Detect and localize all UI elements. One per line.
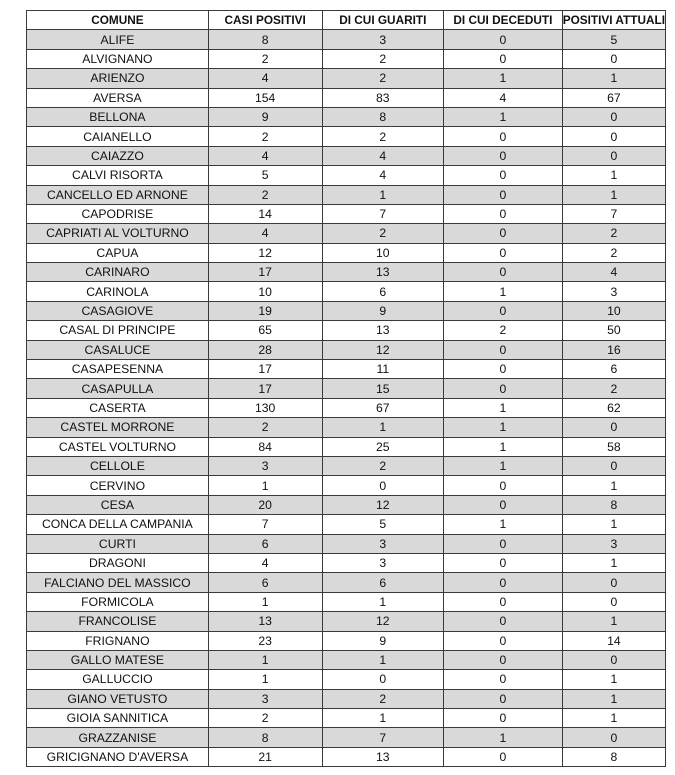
- cell-deceduti: 2: [444, 321, 563, 340]
- header-casi-positivi: CASI POSITIVI: [208, 11, 322, 30]
- cell-positivi-attuali: 10: [562, 301, 665, 320]
- table-row: [27, 728, 666, 747]
- cell-comune: FRIGNANO: [27, 631, 209, 650]
- cell-comune: ARIENZO: [27, 69, 209, 88]
- cell-casi-positivi: 17: [208, 360, 322, 379]
- cell-deceduti: 1: [444, 515, 563, 534]
- cell-casi-positivi: 1: [208, 592, 322, 611]
- cell-positivi-attuali: 1: [562, 166, 665, 185]
- cell-guariti: 12: [322, 612, 444, 631]
- cell-comune: CASTEL MORRONE: [27, 418, 209, 437]
- cell-comune: CASTEL VOLTURNO: [27, 437, 209, 456]
- cell-positivi-attuali: 4: [562, 263, 665, 282]
- cell-casi-positivi: 4: [208, 146, 322, 165]
- table-row: [27, 437, 666, 456]
- cell-positivi-attuali: 8: [562, 747, 665, 766]
- cell-comune: GRAZZANISE: [27, 728, 209, 747]
- cell-comune: FALCIANO DEL MASSICO: [27, 573, 209, 592]
- cell-casi-positivi: 3: [208, 689, 322, 708]
- cell-comune: CASERTA: [27, 398, 209, 417]
- cell-casi-positivi: 6: [208, 534, 322, 553]
- cell-positivi-attuali: 6: [562, 360, 665, 379]
- cell-guariti: 10: [322, 243, 444, 262]
- table-row: [27, 456, 666, 475]
- cell-deceduti: 4: [444, 88, 563, 107]
- cell-casi-positivi: 130: [208, 398, 322, 417]
- cell-deceduti: 0: [444, 379, 563, 398]
- cell-casi-positivi: 4: [208, 224, 322, 243]
- cell-comune: CASAPULLA: [27, 379, 209, 398]
- cell-positivi-attuali: 0: [562, 127, 665, 146]
- cell-guariti: 13: [322, 321, 444, 340]
- cell-comune: CALVI RISORTA: [27, 166, 209, 185]
- cell-casi-positivi: 84: [208, 437, 322, 456]
- table-row: [27, 553, 666, 572]
- table-row: [27, 476, 666, 495]
- cell-positivi-attuali: 3: [562, 282, 665, 301]
- covid-cases-table: [26, 10, 666, 767]
- cell-guariti: 1: [322, 418, 444, 437]
- cell-positivi-attuali: 5: [562, 30, 665, 49]
- cell-comune: CESA: [27, 495, 209, 514]
- cell-deceduti: 0: [444, 670, 563, 689]
- cell-deceduti: 0: [444, 553, 563, 572]
- cell-guariti: 0: [322, 476, 444, 495]
- cell-casi-positivi: 4: [208, 69, 322, 88]
- cell-guariti: 9: [322, 631, 444, 650]
- cell-casi-positivi: 154: [208, 88, 322, 107]
- cell-deceduti: 0: [444, 495, 563, 514]
- cell-guariti: 13: [322, 263, 444, 282]
- table-row: [27, 340, 666, 359]
- cell-deceduti: 0: [444, 592, 563, 611]
- cell-guariti: 12: [322, 495, 444, 514]
- cell-guariti: 2: [322, 69, 444, 88]
- header-di-cui-guariti: DI CUI GUARITI: [322, 11, 444, 30]
- cell-positivi-attuali: 2: [562, 224, 665, 243]
- table-row: [27, 127, 666, 146]
- cell-guariti: 8: [322, 107, 444, 126]
- cell-deceduti: 0: [444, 185, 563, 204]
- cell-deceduti: 0: [444, 263, 563, 282]
- cell-comune: GALLUCCIO: [27, 670, 209, 689]
- table-row: [27, 69, 666, 88]
- cell-positivi-attuali: 50: [562, 321, 665, 340]
- cell-deceduti: 0: [444, 30, 563, 49]
- cell-positivi-attuali: 0: [562, 592, 665, 611]
- cell-positivi-attuali: 1: [562, 553, 665, 572]
- cell-positivi-attuali: 16: [562, 340, 665, 359]
- cell-deceduti: 0: [444, 127, 563, 146]
- cell-guariti: 7: [322, 204, 444, 223]
- cell-comune: CONCA DELLA CAMPANIA: [27, 515, 209, 534]
- cell-guariti: 13: [322, 747, 444, 766]
- table-row: [27, 204, 666, 223]
- header-row: [27, 11, 666, 30]
- table-row: [27, 263, 666, 282]
- cell-casi-positivi: 6: [208, 573, 322, 592]
- table-body: [27, 30, 666, 767]
- cell-guariti: 6: [322, 573, 444, 592]
- cell-positivi-attuali: 0: [562, 456, 665, 475]
- cell-deceduti: 0: [444, 689, 563, 708]
- cell-deceduti: 1: [444, 728, 563, 747]
- cell-comune: CAIANELLO: [27, 127, 209, 146]
- table-row: [27, 709, 666, 728]
- cell-deceduti: 0: [444, 476, 563, 495]
- cell-positivi-attuali: 58: [562, 437, 665, 456]
- cell-comune: CASAPESENNA: [27, 360, 209, 379]
- cell-positivi-attuali: 1: [562, 612, 665, 631]
- cell-deceduti: 1: [444, 107, 563, 126]
- header-positivi-attuali: POSITIVI ATTUALI: [562, 11, 665, 30]
- cell-comune: GALLO MATESE: [27, 650, 209, 669]
- cell-positivi-attuali: 0: [562, 728, 665, 747]
- cell-guariti: 15: [322, 379, 444, 398]
- cell-deceduti: 0: [444, 146, 563, 165]
- table-row: [27, 573, 666, 592]
- cell-guariti: 1: [322, 650, 444, 669]
- cell-deceduti: 0: [444, 747, 563, 766]
- cell-comune: GIOIA SANNITICA: [27, 709, 209, 728]
- cell-casi-positivi: 2: [208, 127, 322, 146]
- cell-guariti: 4: [322, 166, 444, 185]
- cell-positivi-attuali: 0: [562, 107, 665, 126]
- cell-deceduti: 1: [444, 418, 563, 437]
- cell-positivi-attuali: 67: [562, 88, 665, 107]
- cell-casi-positivi: 2: [208, 49, 322, 68]
- cell-guariti: 25: [322, 437, 444, 456]
- table-row: [27, 49, 666, 68]
- cell-positivi-attuali: 1: [562, 476, 665, 495]
- cell-comune: CASALUCE: [27, 340, 209, 359]
- table-row: [27, 398, 666, 417]
- cell-guariti: 67: [322, 398, 444, 417]
- table-row: [27, 592, 666, 611]
- table-row: [27, 495, 666, 514]
- cell-comune: AVERSA: [27, 88, 209, 107]
- cell-guariti: 3: [322, 30, 444, 49]
- cell-positivi-attuali: 1: [562, 185, 665, 204]
- cell-casi-positivi: 2: [208, 185, 322, 204]
- cell-casi-positivi: 1: [208, 650, 322, 669]
- cell-casi-positivi: 28: [208, 340, 322, 359]
- cell-casi-positivi: 13: [208, 612, 322, 631]
- cell-comune: DRAGONI: [27, 553, 209, 572]
- cell-positivi-attuali: 1: [562, 69, 665, 88]
- cell-positivi-attuali: 2: [562, 379, 665, 398]
- cell-guariti: 4: [322, 146, 444, 165]
- cell-comune: CANCELLO ED ARNONE: [27, 185, 209, 204]
- cell-guariti: 1: [322, 709, 444, 728]
- table-row: [27, 612, 666, 631]
- cell-guariti: 2: [322, 49, 444, 68]
- cell-deceduti: 0: [444, 340, 563, 359]
- cell-guariti: 2: [322, 689, 444, 708]
- cell-comune: CARINARO: [27, 263, 209, 282]
- cell-deceduti: 0: [444, 631, 563, 650]
- cell-guariti: 3: [322, 534, 444, 553]
- cell-casi-positivi: 12: [208, 243, 322, 262]
- cell-casi-positivi: 8: [208, 728, 322, 747]
- cell-casi-positivi: 21: [208, 747, 322, 766]
- cell-positivi-attuali: 14: [562, 631, 665, 650]
- cell-casi-positivi: 5: [208, 166, 322, 185]
- cell-guariti: 9: [322, 301, 444, 320]
- table-row: [27, 243, 666, 262]
- cell-comune: CURTI: [27, 534, 209, 553]
- cell-guariti: 12: [322, 340, 444, 359]
- cell-positivi-attuali: 0: [562, 418, 665, 437]
- table-row: [27, 631, 666, 650]
- cell-guariti: 0: [322, 670, 444, 689]
- cell-guariti: 2: [322, 456, 444, 475]
- cell-comune: GRICIGNANO D'AVERSA: [27, 747, 209, 766]
- cell-casi-positivi: 8: [208, 30, 322, 49]
- cell-casi-positivi: 10: [208, 282, 322, 301]
- cell-casi-positivi: 2: [208, 418, 322, 437]
- cell-comune: FRANCOLISE: [27, 612, 209, 631]
- cell-deceduti: 0: [444, 360, 563, 379]
- cell-guariti: 3: [322, 553, 444, 572]
- cell-deceduti: 0: [444, 301, 563, 320]
- cell-casi-positivi: 17: [208, 263, 322, 282]
- cell-casi-positivi: 14: [208, 204, 322, 223]
- cell-positivi-attuali: 0: [562, 146, 665, 165]
- table-row: [27, 321, 666, 340]
- cell-deceduti: 1: [444, 437, 563, 456]
- cell-guariti: 7: [322, 728, 444, 747]
- cell-comune: ALVIGNANO: [27, 49, 209, 68]
- cell-comune: CAPODRISE: [27, 204, 209, 223]
- cell-positivi-attuali: 8: [562, 495, 665, 514]
- cell-positivi-attuali: 1: [562, 689, 665, 708]
- cell-positivi-attuali: 1: [562, 670, 665, 689]
- cell-deceduti: 0: [444, 650, 563, 669]
- cell-casi-positivi: 20: [208, 495, 322, 514]
- table-row: [27, 670, 666, 689]
- cell-casi-positivi: 2: [208, 709, 322, 728]
- cell-positivi-attuali: 0: [562, 49, 665, 68]
- cell-deceduti: 1: [444, 282, 563, 301]
- table-row: [27, 650, 666, 669]
- cell-casi-positivi: 4: [208, 553, 322, 572]
- cell-positivi-attuali: 1: [562, 515, 665, 534]
- cell-deceduti: 0: [444, 49, 563, 68]
- cell-comune: CASAGIOVE: [27, 301, 209, 320]
- cell-positivi-attuali: 3: [562, 534, 665, 553]
- cell-comune: CAPRIATI AL VOLTURNO: [27, 224, 209, 243]
- table-row: [27, 282, 666, 301]
- table-row: [27, 515, 666, 534]
- cell-casi-positivi: 17: [208, 379, 322, 398]
- cell-positivi-attuali: 0: [562, 573, 665, 592]
- cell-comune: CELLOLE: [27, 456, 209, 475]
- cell-deceduti: 0: [444, 534, 563, 553]
- table-row: [27, 166, 666, 185]
- cell-comune: CAIAZZO: [27, 146, 209, 165]
- table-row: [27, 418, 666, 437]
- table-row: [27, 747, 666, 766]
- cell-comune: CARINOLA: [27, 282, 209, 301]
- cell-comune: GIANO VETUSTO: [27, 689, 209, 708]
- table-row: [27, 107, 666, 126]
- cell-guariti: 5: [322, 515, 444, 534]
- cell-deceduti: 1: [444, 398, 563, 417]
- header-di-cui-deceduti: DI CUI DECEDUTI: [444, 11, 563, 30]
- cell-casi-positivi: 1: [208, 670, 322, 689]
- cell-guariti: 6: [322, 282, 444, 301]
- cell-casi-positivi: 1: [208, 476, 322, 495]
- cell-guariti: 2: [322, 224, 444, 243]
- header-comune: COMUNE: [27, 11, 209, 30]
- cell-casi-positivi: 3: [208, 456, 322, 475]
- table-row: [27, 689, 666, 708]
- cell-comune: BELLONA: [27, 107, 209, 126]
- cell-casi-positivi: 19: [208, 301, 322, 320]
- table-row: [27, 224, 666, 243]
- cell-positivi-attuali: 62: [562, 398, 665, 417]
- cell-casi-positivi: 9: [208, 107, 322, 126]
- cell-deceduti: 0: [444, 224, 563, 243]
- cell-guariti: 83: [322, 88, 444, 107]
- cell-guariti: 1: [322, 592, 444, 611]
- cell-deceduti: 0: [444, 166, 563, 185]
- cell-comune: CASAL DI PRINCIPE: [27, 321, 209, 340]
- table-row: [27, 534, 666, 553]
- cell-deceduti: 0: [444, 709, 563, 728]
- table-row: [27, 379, 666, 398]
- table-row: [27, 88, 666, 107]
- cell-deceduti: 0: [444, 573, 563, 592]
- cell-guariti: 2: [322, 127, 444, 146]
- cell-comune: FORMICOLA: [27, 592, 209, 611]
- cell-deceduti: 1: [444, 456, 563, 475]
- cell-deceduti: 0: [444, 204, 563, 223]
- cell-guariti: 1: [322, 185, 444, 204]
- cell-positivi-attuali: 0: [562, 650, 665, 669]
- cell-deceduti: 1: [444, 69, 563, 88]
- cell-casi-positivi: 65: [208, 321, 322, 340]
- table-row: [27, 301, 666, 320]
- table-row: [27, 146, 666, 165]
- cell-positivi-attuali: 7: [562, 204, 665, 223]
- table-row: [27, 30, 666, 49]
- cell-positivi-attuali: 1: [562, 709, 665, 728]
- cell-deceduti: 0: [444, 243, 563, 262]
- cell-deceduti: 0: [444, 612, 563, 631]
- cell-casi-positivi: 23: [208, 631, 322, 650]
- cell-comune: CERVINO: [27, 476, 209, 495]
- cell-positivi-attuali: 2: [562, 243, 665, 262]
- cell-comune: CAPUA: [27, 243, 209, 262]
- table-row: [27, 360, 666, 379]
- cell-comune: ALIFE: [27, 30, 209, 49]
- cell-guariti: 11: [322, 360, 444, 379]
- cell-casi-positivi: 7: [208, 515, 322, 534]
- table-row: [27, 185, 666, 204]
